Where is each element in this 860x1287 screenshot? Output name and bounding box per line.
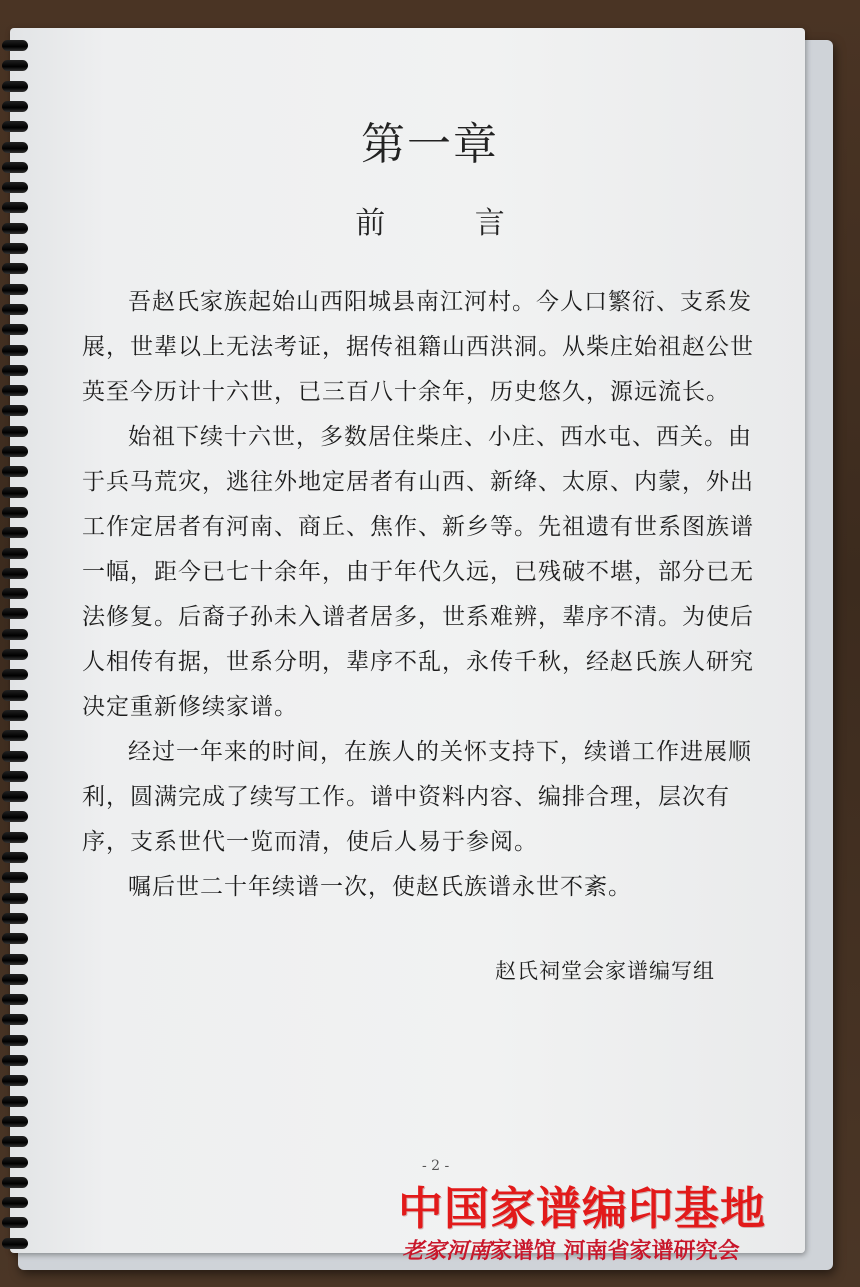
spiral-coil [2,1075,28,1086]
spiral-coil [2,791,28,802]
spiral-coil [2,751,28,762]
spiral-coil [2,527,28,538]
watermark-subtitle [402,1234,740,1265]
spiral-coil [2,426,28,437]
spiral-coil [2,568,28,579]
spiral-coil [2,365,28,376]
spiral-coil [2,1136,28,1147]
spiral-coil [2,466,28,477]
spiral-coil [2,1238,28,1249]
chapter-title: 第一章 [361,119,499,170]
spiral-coil [2,893,28,904]
preface-body [82,280,772,910]
spiral-coil [2,771,28,782]
spiral-coil [2,548,28,559]
spiral-coil [2,1055,28,1066]
spiral-coil [2,588,28,599]
section-title: 前 言 [355,206,545,241]
spiral-coil [2,1177,28,1188]
spiral-coil [2,487,28,498]
spiral-coil [2,324,28,335]
spiral-coil [2,1157,28,1168]
spiral-coil [2,852,28,863]
spiral-coil [2,243,28,254]
watermark-logo-script: 老家河南 [402,1238,491,1264]
spiral-coil [2,507,28,518]
spiral-coil [2,405,28,416]
spiral-coil [2,385,28,396]
spiral-coil [2,1014,28,1025]
spiral-coil [2,40,28,51]
signature: 赵氏祠堂会家谱编写组 [495,959,715,983]
paragraph: 经过一年来的时间，在族人的关怀支持下，续谱工作进展顺利，圆满完成了续写工作。谱中资料内容、编排合理，层次有序，支系世代一览而清，使后人易于参阅。 [82,739,752,855]
spiral-coil [2,629,28,640]
spiral-coil [2,690,28,701]
spiral-coil [2,811,28,822]
watermark-sub-text: 家谱馆 河南省家谱研究会 [490,1239,740,1264]
spiral-coil [2,832,28,843]
spiral-coil [2,1217,28,1228]
spiral-coil [2,345,28,356]
spiral-coil [2,649,28,660]
paragraph: 始祖下续十六世，多数居住柴庄、小庄、西水屯、西关。由于兵马荒灾，逃往外地定居者有山西、新绛、太原、内蒙，外出工作定居者有河南、商丘、焦作、新乡等。先祖遗有世系图族谱一幅，距今已七十余年，由于年代久远，已残破不堪，部分已无法修复。后裔子孙未入谱者居多，世系难辨，辈序不清。为使后人相传有据，世系分明，辈序不乱，永传千秋，经赵氏族人研究决定重新修续家谱。 [82,424,754,720]
spiral-coil [2,60,28,71]
spiral-coil [2,1116,28,1127]
spiral-coil [2,872,28,883]
spiral-coil [2,1197,28,1208]
spiral-coil [2,710,28,721]
spiral-coil [2,669,28,680]
spiral-coil [2,974,28,985]
spiral-coil [2,994,28,1005]
spiral-coil [2,81,28,92]
spiral-coil [2,954,28,965]
spiral-coil [2,1096,28,1107]
spiral-coil [2,608,28,619]
spiral-coil [2,1035,28,1046]
spiral-coil [2,446,28,457]
watermark-title: 中国家谱编印基地 [398,1182,767,1235]
spiral-coil [2,730,28,741]
paragraph: 吾赵氏家族起始山西阳城县南江河村。今人口繁衍、支系发展，世辈以上无法考证，据传祖籍山西洪洞。从柴庄始祖赵公世英至今历计十六世，已三百八十余年，历史悠久，源远流长。 [82,289,754,405]
page-number: - 2 - [422,1158,450,1174]
spiral-coil [2,913,28,924]
spiral-coil [2,933,28,944]
spiral-coil [2,182,28,193]
paragraph: 嘱后世二十年续谱一次，使赵氏族谱永世不紊。 [128,874,632,900]
spiral-coil [2,304,28,315]
spiral-coil [2,263,28,274]
spiral-coil [2,284,28,295]
